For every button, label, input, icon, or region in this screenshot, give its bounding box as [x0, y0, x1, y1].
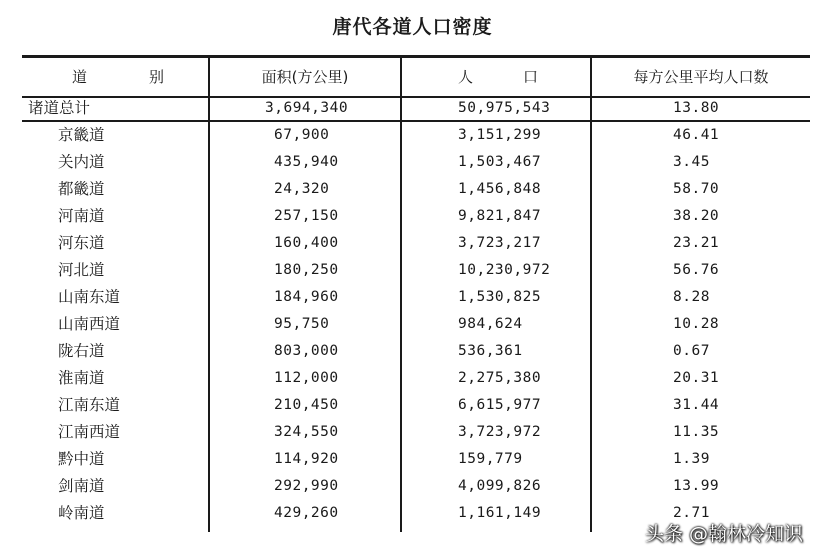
row-name: 剑南道 [58, 477, 105, 495]
row-name: 山南西道 [58, 315, 121, 333]
table-row [22, 149, 810, 176]
row-density: 11.35 [673, 424, 720, 440]
watermark: 头条 @翰林冷知识 [644, 523, 803, 545]
row-name: 陇右道 [58, 342, 105, 360]
row-density: 8.28 [673, 289, 710, 305]
row-density: 58.70 [673, 181, 720, 197]
row-density: 1.39 [673, 451, 710, 467]
row-area: 257,150 [274, 208, 339, 224]
data-rows [22, 122, 810, 527]
row-density: 10.28 [673, 316, 720, 332]
table-row [22, 446, 810, 473]
row-population: 4,099,826 [458, 478, 542, 494]
table-body [22, 94, 810, 527]
row-density: 3.45 [673, 154, 710, 170]
row-name: 河北道 [58, 261, 105, 279]
row-name: 河南道 [58, 207, 105, 225]
row-population: 3,723,972 [458, 424, 542, 440]
table-row [22, 473, 810, 500]
row-density: 56.76 [673, 262, 720, 278]
row-population: 1,161,149 [458, 505, 542, 521]
table-row [22, 257, 810, 284]
header-area: 面积(方公里) [261, 68, 349, 86]
row-population: 1,503,467 [458, 154, 542, 170]
total-name: 诸道总计 [28, 99, 91, 117]
row-density: 46.41 [673, 127, 720, 143]
row-area: 114,920 [274, 451, 339, 467]
row-population: 2,275,380 [458, 370, 542, 386]
row-area: 292,990 [274, 478, 339, 494]
row-name: 关内道 [58, 153, 105, 171]
row-area: 210,450 [274, 397, 339, 413]
row-area: 435,940 [274, 154, 339, 170]
row-population: 9,821,847 [458, 208, 542, 224]
row-population: 984,624 [458, 316, 523, 332]
row-population: 1,530,825 [458, 289, 542, 305]
table-row [22, 122, 810, 149]
table-row [22, 338, 810, 365]
row-name: 江南西道 [58, 423, 121, 441]
row-density: 13.99 [673, 478, 720, 494]
row-density: 2.71 [673, 505, 710, 521]
row-population: 159,779 [458, 451, 523, 467]
row-density: 0.67 [673, 343, 710, 359]
row-name: 河东道 [58, 234, 105, 252]
row-population: 1,456,848 [458, 181, 542, 197]
table-title: 唐代各道人口密度 [332, 16, 493, 38]
table-row [22, 230, 810, 257]
row-area: 803,000 [274, 343, 339, 359]
header-density: 每方公里平均人口数 [633, 68, 769, 86]
row-area: 112,000 [274, 370, 339, 386]
total-population: 50,975,543 [458, 100, 551, 116]
header-population [402, 58, 590, 96]
header-population-right: 口 [522, 68, 538, 86]
table-row [22, 284, 810, 311]
row-density: 20.31 [673, 370, 720, 386]
total-area: 3,694,340 [265, 100, 349, 116]
row-area: 67,900 [274, 127, 330, 143]
table-row [22, 311, 810, 338]
row-population: 6,615,977 [458, 397, 542, 413]
row-density: 31.44 [673, 397, 720, 413]
row-area: 429,260 [274, 505, 339, 521]
row-name: 山南东道 [58, 288, 121, 306]
row-name: 淮南道 [58, 369, 105, 387]
row-name: 都畿道 [58, 180, 105, 198]
table-row [22, 392, 810, 419]
row-name: 岭南道 [58, 504, 105, 522]
row-area: 184,960 [274, 289, 339, 305]
row-population: 3,151,299 [458, 127, 542, 143]
row-area: 24,320 [274, 181, 330, 197]
row-area: 160,400 [274, 235, 339, 251]
table-row [22, 365, 810, 392]
row-area: 180,250 [274, 262, 339, 278]
header-dao-left: 道 [72, 68, 88, 86]
total-density: 13.80 [673, 100, 720, 116]
header-dao-right: 别 [148, 68, 164, 86]
header-population-left: 人 [458, 68, 474, 86]
row-population: 10,230,972 [458, 262, 551, 278]
header-dao [22, 58, 208, 96]
row-area: 324,550 [274, 424, 339, 440]
table-row [22, 419, 810, 446]
row-population: 3,723,217 [458, 235, 542, 251]
row-name: 江南东道 [58, 396, 121, 414]
row-population: 536,361 [458, 343, 523, 359]
row-density: 38.20 [673, 208, 720, 224]
total-row [22, 94, 810, 122]
table-row [22, 203, 810, 230]
row-density: 23.21 [673, 235, 720, 251]
table-row [22, 176, 810, 203]
row-name: 京畿道 [58, 126, 105, 144]
row-area: 95,750 [274, 316, 330, 332]
row-name: 黔中道 [58, 450, 105, 468]
